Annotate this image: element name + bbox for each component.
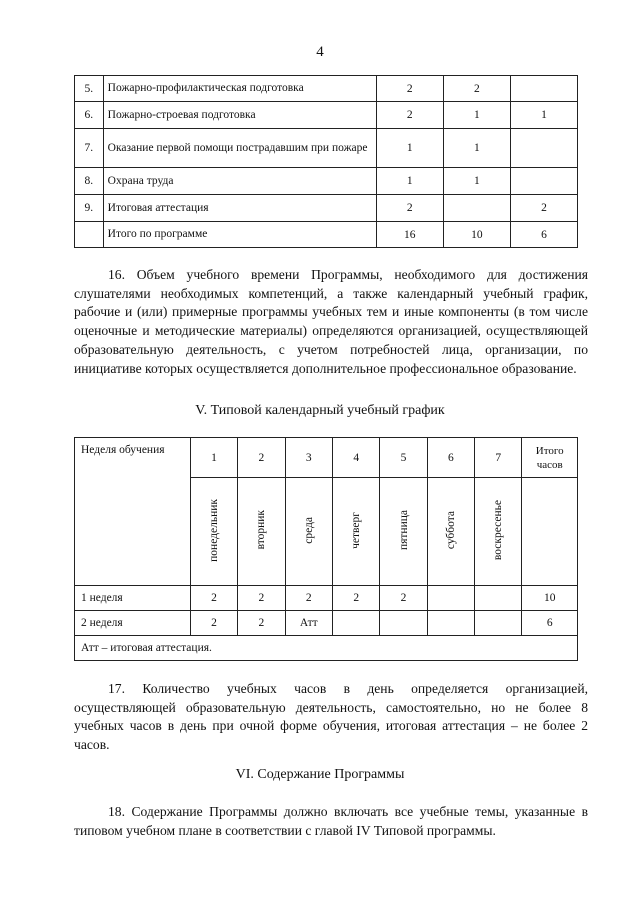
curriculum-table xyxy=(74,75,578,248)
table-row xyxy=(75,168,578,195)
paragraph-17 xyxy=(74,680,588,755)
row-topic: Пожарно-профилактическая подготовка xyxy=(103,76,376,102)
row-topic: Оказание первой помощи пострадавшим при пожаре xyxy=(103,129,376,168)
cell-value: 2 xyxy=(443,76,510,102)
section-6-title: VI. Содержание Программы xyxy=(235,767,405,782)
cell-value: 1 xyxy=(376,168,443,195)
row-topic: Итоговая аттестация xyxy=(103,195,376,222)
hours-cell: 2 xyxy=(333,586,380,611)
day-name-cell xyxy=(285,478,332,586)
hours-cell xyxy=(475,611,522,636)
day-number: 2 xyxy=(238,438,285,478)
schedule-table xyxy=(74,437,578,661)
day-name-cell xyxy=(190,478,237,586)
cell-value: 2 xyxy=(376,195,443,222)
day-name-cell xyxy=(427,478,474,586)
page-number: 4 xyxy=(316,44,324,60)
day-name: понедельник xyxy=(208,498,220,562)
hours-cell: Атт xyxy=(285,611,332,636)
section-5-title: V. Типовой календарный учебный график xyxy=(195,403,445,418)
row-number: 7. xyxy=(75,129,104,168)
paragraph-18-text: 18. Содержание Программы должно включать все учебные темы, указанные в типовом учебном плане в соответствии с главой IV Типовой программы. xyxy=(74,804,588,838)
cell-value xyxy=(510,168,577,195)
table-row xyxy=(75,76,578,102)
week-row xyxy=(75,611,578,636)
day-name: пятница xyxy=(397,509,410,551)
hours-cell xyxy=(427,611,474,636)
table-row xyxy=(75,195,578,222)
day-name-cell xyxy=(475,478,522,586)
week-total: 6 xyxy=(522,611,578,636)
day-name: четверг xyxy=(350,511,363,549)
week-total: 10 xyxy=(522,586,578,611)
cell-value: 10 xyxy=(443,222,510,248)
row-number xyxy=(75,222,104,248)
cell-value: 6 xyxy=(510,222,577,248)
total-header: Итого часов xyxy=(522,438,578,478)
cell-value: 2 xyxy=(510,195,577,222)
day-number: 7 xyxy=(475,438,522,478)
note-row xyxy=(75,636,578,661)
cell-value xyxy=(510,129,577,168)
hours-cell: 2 xyxy=(285,586,332,611)
cell-value: 1 xyxy=(443,129,510,168)
paragraph-16 xyxy=(74,266,588,378)
cell-value: 2 xyxy=(376,76,443,102)
hours-cell: 2 xyxy=(238,611,285,636)
cell-value xyxy=(510,76,577,102)
week-header: Неделя обучения xyxy=(75,438,191,586)
day-number: 6 xyxy=(427,438,474,478)
hours-cell xyxy=(380,611,427,636)
cell-value: 1 xyxy=(443,102,510,129)
hours-cell xyxy=(427,586,474,611)
cell-value: 1 xyxy=(443,168,510,195)
paragraph-16-text: 16. Объем учебного времени Программы, необходимого для достижения слушателями необходимых компетенций, а также календарный учебный график, рабочие и (или) примерные программы учебных тем и иные компоненты (в том числе оценочные и методические материалы) определяются организацией, осуществляющей образовательную деятельность, с учетом потребностей лица, организации, по инициативе которых осуществляется дополнительное профессиональное образование. xyxy=(74,267,588,376)
day-name: вторник xyxy=(255,510,268,550)
row-topic: Итого по программе xyxy=(103,222,376,248)
hours-cell xyxy=(333,611,380,636)
schedule-header-row xyxy=(75,438,578,478)
day-number: 5 xyxy=(380,438,427,478)
day-name: воскресенье xyxy=(492,499,505,561)
week-label: 2 неделя xyxy=(75,611,191,636)
cell-value: 16 xyxy=(376,222,443,248)
day-name: суббота xyxy=(444,510,457,550)
hours-cell: 2 xyxy=(190,586,237,611)
schedule-note: Атт – итоговая аттестация. xyxy=(75,636,578,661)
row-number: 8. xyxy=(75,168,104,195)
hours-cell: 2 xyxy=(238,586,285,611)
day-number: 4 xyxy=(333,438,380,478)
hours-cell xyxy=(475,586,522,611)
day-name-cell xyxy=(238,478,285,586)
table-total-row xyxy=(75,222,578,248)
table-row xyxy=(75,102,578,129)
day-name-cell xyxy=(333,478,380,586)
cell-value: 1 xyxy=(376,129,443,168)
hours-cell: 2 xyxy=(380,586,427,611)
paragraph-17-text: 17. Количество учебных часов в день определяется организацией, осуществляющей образовательную деятельность, самостоятельно, но не более 8 учебных часов в день при очной форме обучения, итоговая аттестация – не более 2 часов. xyxy=(74,681,588,753)
cell-value: 1 xyxy=(510,102,577,129)
row-topic: Пожарно-строевая подготовка xyxy=(103,102,376,129)
day-name: среда xyxy=(302,516,315,544)
day-number: 3 xyxy=(285,438,332,478)
paragraph-18 xyxy=(74,803,588,840)
week-label: 1 неделя xyxy=(75,586,191,611)
week-row xyxy=(75,586,578,611)
table-row xyxy=(75,129,578,168)
day-number: 1 xyxy=(190,438,237,478)
row-number: 5. xyxy=(75,76,104,102)
day-name-cell xyxy=(380,478,427,586)
row-number: 6. xyxy=(75,102,104,129)
empty-cell xyxy=(522,478,578,586)
cell-value: 2 xyxy=(376,102,443,129)
hours-cell: 2 xyxy=(190,611,237,636)
cell-value xyxy=(443,195,510,222)
row-topic: Охрана труда xyxy=(103,168,376,195)
row-number: 9. xyxy=(75,195,104,222)
